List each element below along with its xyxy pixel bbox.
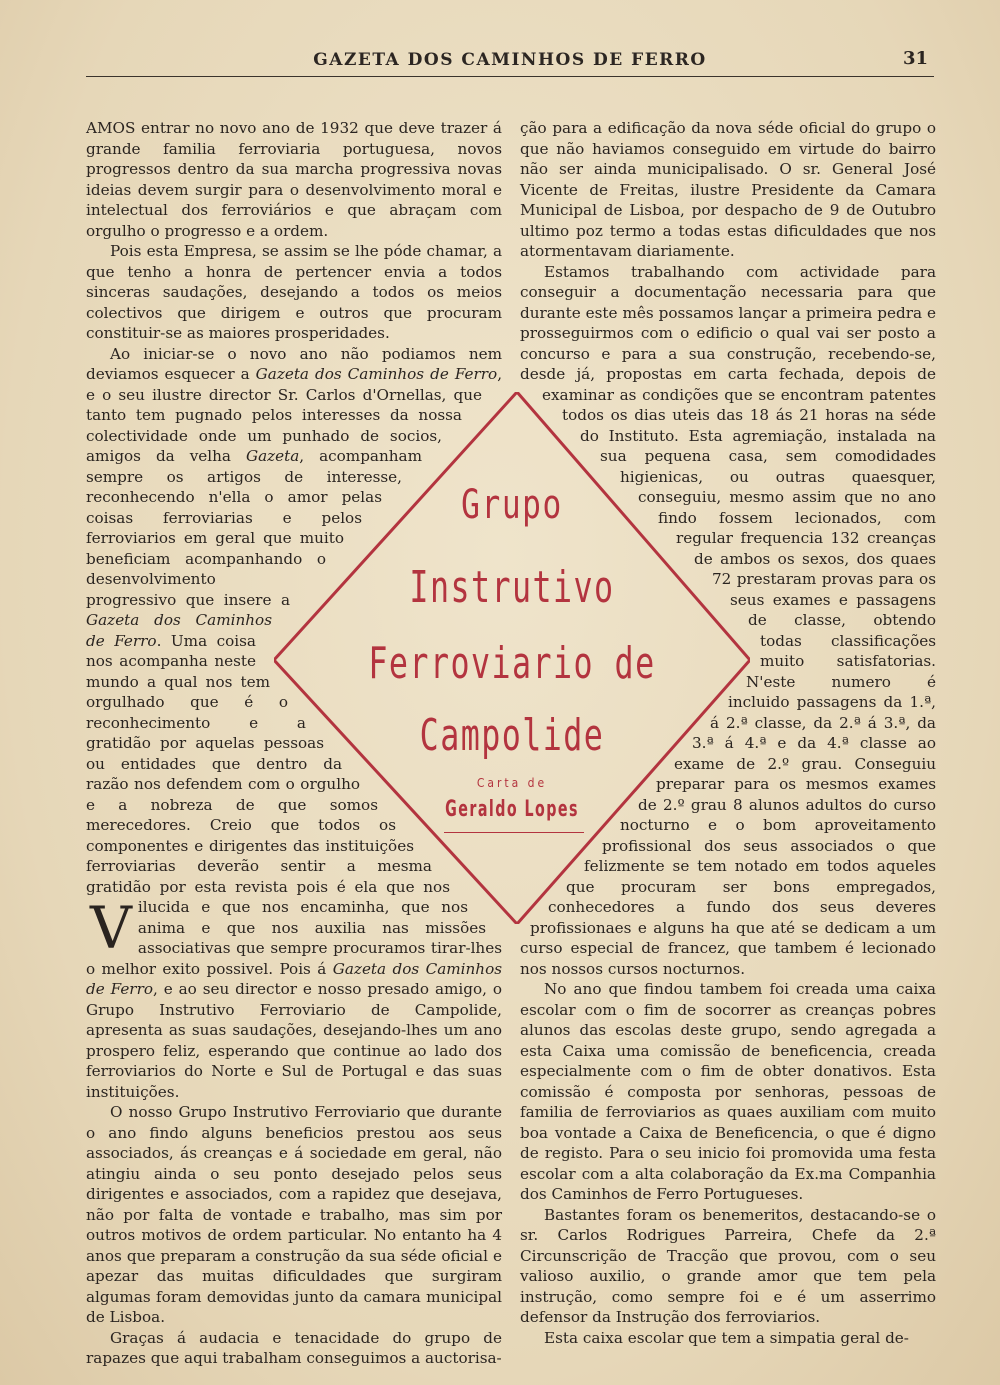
paragraph: Pois esta Empresa, se assim se lhe póde chamar, a que tenho a honra de pertencer envia a todos sinceras saudações, desejando a todos os meios colectivos que dirigem e outros que procuram constituir-se as maiores prosperidades. (86, 242, 502, 342)
paragraph: Ao iniciar-se o novo ano não podiamos nem deviamos esquecer a Gazeta dos Caminhos de Ferro, e o seu ilustre director Sr. Carlos d'Ornellas, que tanto tem pugnado pelos interesses da nossa colectividade onde um punhado de socios, amigos da velha Gazeta, acompanham sempre os artigos de interesse, reconhecendo n'ella o amor pelas coisas ferroviarias e pelos ferroviarios em geral que muito beneficiam acompanhando o desenvolvimento progressivo que insere a Gazeta dos Caminhos de Ferro. Uma coisa nos acompanha neste mundo a qual nos tem orgulhado que é o reconhecimento e a gratidão por aquelas pessoas ou entidades que dentro da razão nos defendem com o orgulho e a nobreza de que somos merecedores. Creio que todos os componentes e dirigentes das instituições ferroviarias deverão sentir a mesma gratidão por esta revista pois é ela que nos ilucida e que nos encaminha, que nos anima e que nos auxilia nas missões associativas que sempre procuramos tirar-lhes o melhor exito possivel. Pois á Gazeta dos Caminhos de Ferro, e ao seu director e nosso presado amigo, o Grupo Instrutivo Ferroviario de Campolide, apresenta as suas saudações, desejando-lhes um ano prospero feliz, esperando que continue ao lado dos ferroviarios do Norte e Sul de Portugal e das suas instituições. (86, 344, 503, 1101)
banner-line-ferroviario: Ferroviario de (368, 638, 656, 689)
page-number: 31 (902, 48, 928, 69)
author-underline (444, 832, 584, 833)
banner-line-grupo: Grupo (461, 482, 563, 528)
paragraph: Bastantes foram os benemeritos, destacando-se o sr. Carlos Rodrigues Parreira, Chefe da 2.ª Circunscrição de Tracção que provou, com o seu valioso auxilio, o grande amor que tem pela instrução, como sempre foi e é um asserrimo defensor da Instrução dos ferroviarios. (520, 1205, 936, 1326)
banner-author: Geraldo Lopes (445, 797, 579, 822)
banner-carta: Carta de (476, 776, 548, 790)
running-header (86, 48, 934, 74)
drop-cap: V (90, 894, 132, 962)
banner-line-campolide: Campolide (419, 710, 605, 761)
journal-title: GAZETA DOS CAMINHOS DE FERRO (313, 50, 707, 70)
paragraph: Graças á audacia e tenacidade do grupo de rapazes que aqui trabalham conseguimos a auctorisa- (86, 1328, 502, 1367)
paragraph: Estamos trabalhando com actividade para conseguir a documentação necessaria para que durante este mês possamos lançar a primeira pedra e prosseguirmos com o edificio o qual vai ser posto a concurso e para a sua construção, recebendo-se, desde já, propostas em carta fechada, depois de examinar as condições que se encontram patentes todos os dias uteis das 18 ás 21 horas na séde do Instituto. Esta agremiação, instalada na sua pequena casa, sem comodidades higienicas, ou outras quaesquer, conseguiu, mesmo assim que no ano findo fossem lecionados, com regular frequencia 132 creanças de ambos os sexos, dos quaes 72 prestaram provas para os seus exames e passagens de classe, obtendo todas classificações muito satisfatorias. N'este numero é incluido passagens da 1.ª, á 2.ª classe, da 2.ª á 3.ª, da 3.ª á 4.ª e da 4.ª classe ao exame de 2.º grau. Conseguiu preparar para os mesmos exames de 2.º grau 8 alunos adultos do curso nocturno e o bom aproveitamento profissional dos seus associados o que felizmente se tem notado em todos aqueles que procuram ser bons empregados, conhecedores a fundo dos seus deveres profissionaes e alguns ha que até se dedicam a um curso especial de francez, que tambem é lecionado nos nossos cursos nocturnos. (520, 262, 936, 978)
title-diamond (274, 392, 750, 924)
paragraph: No ano que findou tambem foi creada uma caixa escolar com o fim de socorrer as creanças pobres alunos das escolas deste grupo, sendo agregada a esta Caixa uma comissão de beneficencia, creada especialmente com o fim de obter donativos. Esta comissão é composta por senhoras, pessoas de familia de ferroviarios as quaes auxiliam com muito boa vontade a Caixa de Beneficencia, o que é digno de registo. Para o seu inicio foi promovida uma festa escolar com a alta colaboração da Ex.ma Companhia dos Caminhos de Ferro Portugueses. (520, 980, 936, 1203)
paragraph: O nosso Grupo Instrutivo Ferroviario que durante o ano findo alguns beneficios prestou aos seus associados, ás creanças e á sociedade em geral, não atingiu ainda o seu ponto desejado pelos seus dirigentes e associados, com a rapidez que desejava, não por falta de vontade e trabalho, mas sim por outros motivos de ordem particular. No entanto ha 4 anos que preparam a construção da sua séde oficial e apezar das muitas dificuldades que surgiram algumas foram demovidas junto da camara municipal de Lisboa. (86, 1103, 502, 1326)
header-rule (86, 76, 934, 77)
paragraph: V AMOS entrar no novo ano de 1932 que deve trazer á grande familia ferroviaria portuguesa, novos progressos dentro da sua marcha progressiva novas ideias devem surgir para o desenvolvimento moral e intelectual dos ferroviários e que abraçam com orgulho o progresso e a ordem. (86, 119, 502, 962)
paragraph: Esta caixa escolar que tem a simpatia geral de- (544, 1328, 909, 1347)
paragraph: ção para a edificação da nova séde oficial do grupo o que não haviamos conseguido em virtude do bairro não ser ainda municipalisado. O sr. General José Vicente de Freitas, ilustre Presidente da Camara Municipal de Lisboa, por despacho de 9 de Outubro ultimo poz termo a todas estas dificuldades que nos atormentavam diariamente. (520, 119, 936, 260)
banner-line-instrutivo: Instrutivo (409, 562, 615, 613)
